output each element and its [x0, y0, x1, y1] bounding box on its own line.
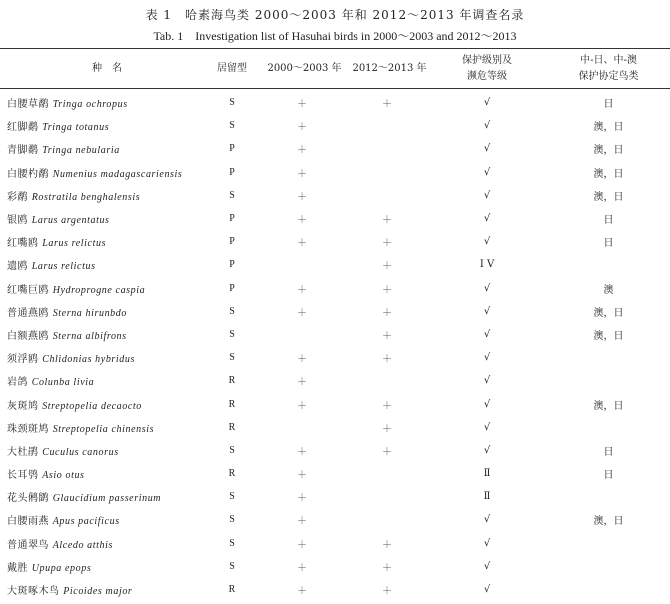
residence-type: S — [229, 189, 235, 201]
header-protection-line1: 保护级别及 — [462, 55, 512, 66]
protection-level: √ — [483, 352, 491, 364]
protection-level: √ — [483, 537, 491, 549]
presence-2012-2013: ＋ — [382, 330, 392, 342]
presence-2012-2013: ＋ — [382, 99, 392, 111]
protection-level: √ — [483, 166, 491, 178]
species-cell — [0, 532, 207, 555]
species-latin-name: Colunba livia — [31, 377, 95, 389]
residence-type: P — [229, 143, 235, 155]
species-latin-name: Apus pacificus — [52, 516, 120, 528]
presence-2000-2003: ＋ — [297, 284, 307, 296]
species-chinese-name: 大杜鹃 — [7, 446, 43, 458]
presence-2012-2013: ＋ — [382, 539, 392, 551]
agreement-status: 澳，日 — [593, 168, 624, 180]
species-latin-name: Tringa nebularia — [42, 145, 120, 157]
protection-level: √ — [483, 120, 491, 132]
agreement-status — [547, 578, 670, 601]
protection-level: √ — [483, 236, 491, 248]
species-latin-name: Larus argentatus — [31, 215, 110, 227]
presence-2000-2003: ＋ — [297, 238, 307, 250]
species-cell — [0, 369, 207, 392]
presence-2012-2013: ＋ — [382, 284, 392, 296]
residence-type: P — [229, 236, 235, 248]
species-chinese-name: 大斑啄木鸟 — [7, 586, 64, 598]
species-cell — [0, 346, 207, 369]
table-row — [0, 369, 670, 392]
species-cell — [0, 253, 207, 276]
protection-level: √ — [483, 328, 491, 340]
species-chinese-name: 白腰草鹬 — [7, 99, 53, 111]
presence-2000-2003: ＋ — [297, 168, 307, 180]
presence-2012-2013 — [347, 137, 427, 160]
protection-level: √ — [483, 560, 491, 572]
table-title-english: Tab. 1 Investigation list of Hasuhai birds in 2000～2003 and 2012～2013 — [153, 29, 517, 43]
agreement-status: 日 — [603, 215, 614, 227]
agreement-status: 澳 — [603, 284, 614, 296]
presence-2000-2003 — [257, 323, 347, 346]
table-row — [0, 230, 670, 253]
bird-table-body — [0, 91, 670, 601]
table-row — [0, 137, 670, 160]
agreement-status: 澳，日 — [593, 330, 624, 342]
species-chinese-name: 红嘴巨鸥 — [7, 284, 53, 296]
presence-2000-2003: ＋ — [297, 400, 307, 412]
table-row — [0, 207, 670, 230]
species-latin-name: Rostratila benghalensis — [31, 191, 141, 203]
table-row — [0, 184, 670, 207]
species-cell — [0, 485, 207, 508]
table-row — [0, 462, 670, 485]
species-cell — [0, 91, 207, 114]
species-latin-name: Glaucidium passerinum — [52, 493, 162, 505]
residence-type: S — [229, 328, 235, 340]
agreement-status — [547, 369, 670, 392]
species-cell — [0, 508, 207, 531]
presence-2012-2013 — [347, 114, 427, 137]
species-latin-name: Picoides major — [63, 586, 133, 598]
presence-2000-2003: ＋ — [297, 191, 307, 203]
protection-level: Ⅱ — [483, 491, 491, 503]
presence-2012-2013: ＋ — [382, 586, 392, 598]
agreement-status: 澳，日 — [593, 191, 624, 203]
species-cell — [0, 323, 207, 346]
species-latin-name: Larus relictus — [42, 238, 107, 250]
residence-type: S — [229, 514, 235, 526]
species-cell — [0, 462, 207, 485]
agreement-status: 日 — [603, 470, 614, 482]
species-chinese-name: 白额燕鸥 — [7, 330, 53, 342]
species-cell — [0, 277, 207, 300]
agreement-status: 日 — [603, 446, 614, 458]
species-cell — [0, 230, 207, 253]
presence-2012-2013 — [347, 508, 427, 531]
species-cell — [0, 392, 207, 415]
presence-2000-2003: ＋ — [297, 122, 307, 134]
presence-2012-2013: ＋ — [382, 261, 392, 273]
protection-level: √ — [483, 375, 491, 387]
presence-2012-2013 — [347, 369, 427, 392]
residence-type: S — [229, 560, 235, 572]
species-chinese-name: 花头鸺鹠 — [7, 493, 53, 505]
protection-level: √ — [483, 514, 491, 526]
residence-type: R — [228, 398, 236, 410]
species-chinese-name: 普通翠鸟 — [7, 539, 53, 551]
agreement-status — [547, 532, 670, 555]
residence-type: R — [228, 421, 236, 433]
species-latin-name: Upupa epops — [31, 562, 92, 574]
species-chinese-name: 红嘴鸥 — [7, 238, 43, 250]
presence-2012-2013: ＋ — [382, 446, 392, 458]
presence-2000-2003: ＋ — [297, 539, 307, 551]
presence-2000-2003: ＋ — [297, 354, 307, 366]
header-agreement-line2: 保护协定鸟类 — [578, 71, 639, 82]
header-rule — [0, 88, 670, 89]
presence-2000-2003: ＋ — [297, 377, 307, 389]
presence-2000-2003: ＋ — [297, 562, 307, 574]
species-latin-name: Sterna albifrons — [52, 330, 127, 342]
species-cell — [0, 137, 207, 160]
species-chinese-name: 珠颈斑鸠 — [7, 423, 53, 435]
table-row — [0, 485, 670, 508]
header-protection — [427, 53, 547, 85]
species-latin-name: Streptopelia decaocto — [42, 400, 142, 412]
table-row — [0, 91, 670, 114]
species-latin-name: Numenius madagascariensis — [52, 168, 183, 180]
species-chinese-name: 普通燕鸥 — [7, 307, 53, 319]
agreement-status — [547, 485, 670, 508]
header-residence: 居留型 — [217, 63, 247, 74]
species-chinese-name: 青脚鹬 — [7, 145, 43, 157]
presence-2012-2013: ＋ — [382, 400, 392, 412]
agreement-status: 澳，日 — [593, 145, 624, 157]
presence-2000-2003: ＋ — [297, 586, 307, 598]
bird-table — [0, 91, 670, 601]
residence-type: S — [229, 444, 235, 456]
residence-type: P — [229, 259, 235, 271]
protection-level: √ — [483, 305, 491, 317]
presence-2000-2003: ＋ — [297, 516, 307, 528]
species-latin-name: Hydroprogne caspia — [52, 284, 146, 296]
species-cell — [0, 439, 207, 462]
header-agreement — [547, 53, 670, 85]
residence-type: S — [229, 352, 235, 364]
presence-2000-2003: ＋ — [297, 99, 307, 111]
presence-2012-2013 — [347, 485, 427, 508]
species-latin-name: Larus relictus — [31, 261, 96, 273]
agreement-status — [547, 555, 670, 578]
species-cell — [0, 555, 207, 578]
species-chinese-name: 岩鸽 — [7, 377, 32, 389]
presence-2000-2003 — [257, 416, 347, 439]
species-cell — [0, 184, 207, 207]
residence-type: R — [228, 468, 236, 480]
header-protection-line2: 濒危等级 — [467, 71, 507, 82]
species-chinese-name: 灰斑鸠 — [7, 400, 43, 412]
species-chinese-name: 戴胜 — [7, 562, 32, 574]
species-latin-name: Chlidonias hybridus — [42, 354, 135, 366]
header-species: 种 名 — [92, 63, 122, 74]
agreement-status: 澳，日 — [593, 400, 624, 412]
table-row — [0, 346, 670, 369]
header-period-2000: 2000～2003 年 — [267, 63, 342, 74]
protection-level: √ — [483, 189, 491, 201]
presence-2012-2013 — [347, 184, 427, 207]
presence-2000-2003: ＋ — [297, 470, 307, 482]
protection-level: Ⅱ — [483, 468, 491, 480]
species-chinese-name: 长耳鸮 — [7, 470, 43, 482]
presence-2012-2013: ＋ — [382, 215, 392, 227]
presence-2000-2003: ＋ — [297, 145, 307, 157]
species-chinese-name: 白腰雨燕 — [7, 516, 53, 528]
agreement-status — [547, 253, 670, 276]
table-row — [0, 532, 670, 555]
species-chinese-name: 红脚鹬 — [7, 122, 43, 134]
species-chinese-name: 银鸥 — [7, 215, 32, 227]
residence-type: R — [228, 584, 236, 596]
species-chinese-name: 白腰杓鹬 — [7, 168, 53, 180]
residence-type: S — [229, 305, 235, 317]
table-row — [0, 578, 670, 601]
agreement-status: 日 — [603, 99, 614, 111]
table-row — [0, 392, 670, 415]
protection-level: √ — [483, 398, 491, 410]
presence-2012-2013: ＋ — [382, 238, 392, 250]
table-row — [0, 555, 670, 578]
header-agreement-line1: 中-日、中-澳 — [580, 55, 637, 66]
species-latin-name: Tringa totanus — [42, 122, 110, 134]
species-latin-name: Cuculus canorus — [42, 446, 119, 458]
protection-level: √ — [483, 143, 491, 155]
header-period-2012: 2012～2013 年 — [352, 63, 427, 74]
top-rule — [0, 48, 670, 49]
protection-level: √ — [483, 584, 491, 596]
presence-2000-2003: ＋ — [297, 307, 307, 319]
agreement-status: 澳，日 — [593, 122, 624, 134]
agreement-status: 日 — [603, 238, 614, 250]
table-row — [0, 277, 670, 300]
protection-level: Ⅰ Ⅴ — [479, 259, 495, 271]
residence-type: P — [229, 213, 235, 225]
protection-level: √ — [483, 444, 491, 456]
residence-type: S — [229, 537, 235, 549]
residence-type: P — [229, 166, 235, 178]
presence-2012-2013: ＋ — [382, 307, 392, 319]
table-row — [0, 416, 670, 439]
agreement-status: 澳，日 — [593, 307, 624, 319]
species-cell — [0, 114, 207, 137]
species-latin-name: Sterna hirunbdo — [52, 307, 127, 319]
species-cell — [0, 300, 207, 323]
residence-type: R — [228, 375, 236, 387]
table-row — [0, 253, 670, 276]
agreement-status — [547, 416, 670, 439]
presence-2012-2013: ＋ — [382, 354, 392, 366]
residence-type: P — [229, 282, 235, 294]
table-row — [0, 323, 670, 346]
species-cell — [0, 161, 207, 184]
presence-2012-2013: ＋ — [382, 562, 392, 574]
presence-2000-2003 — [257, 253, 347, 276]
species-cell — [0, 416, 207, 439]
agreement-status: 澳，日 — [593, 516, 624, 528]
presence-2000-2003: ＋ — [297, 493, 307, 505]
protection-level: √ — [483, 213, 491, 225]
protection-level: √ — [483, 282, 491, 294]
presence-2012-2013 — [347, 462, 427, 485]
species-latin-name: Asio otus — [42, 470, 85, 482]
residence-type: S — [229, 120, 235, 132]
species-latin-name: Tringa ochropus — [52, 99, 128, 111]
presence-2012-2013 — [347, 161, 427, 184]
residence-type: S — [229, 491, 235, 503]
species-latin-name: Streptopelia chinensis — [52, 423, 155, 435]
protection-level: √ — [483, 421, 491, 433]
residence-type: S — [229, 97, 235, 109]
species-chinese-name: 彩鹬 — [7, 191, 32, 203]
species-cell — [0, 207, 207, 230]
species-chinese-name: 遗鸥 — [7, 261, 32, 273]
species-cell — [0, 578, 207, 601]
table-row — [0, 161, 670, 184]
table-title-chinese: 表 1 哈素海鸟类 2000～2003 年和 2012～2013 年调查名录 — [145, 8, 525, 22]
presence-2000-2003: ＋ — [297, 446, 307, 458]
presence-2000-2003: ＋ — [297, 215, 307, 227]
table-row — [0, 114, 670, 137]
table-row — [0, 300, 670, 323]
protection-level: √ — [483, 97, 491, 109]
table-row — [0, 508, 670, 531]
presence-2012-2013: ＋ — [382, 423, 392, 435]
species-latin-name: Alcedo atthis — [52, 539, 113, 551]
agreement-status — [547, 346, 670, 369]
species-chinese-name: 须浮鸥 — [7, 354, 43, 366]
table-row — [0, 439, 670, 462]
